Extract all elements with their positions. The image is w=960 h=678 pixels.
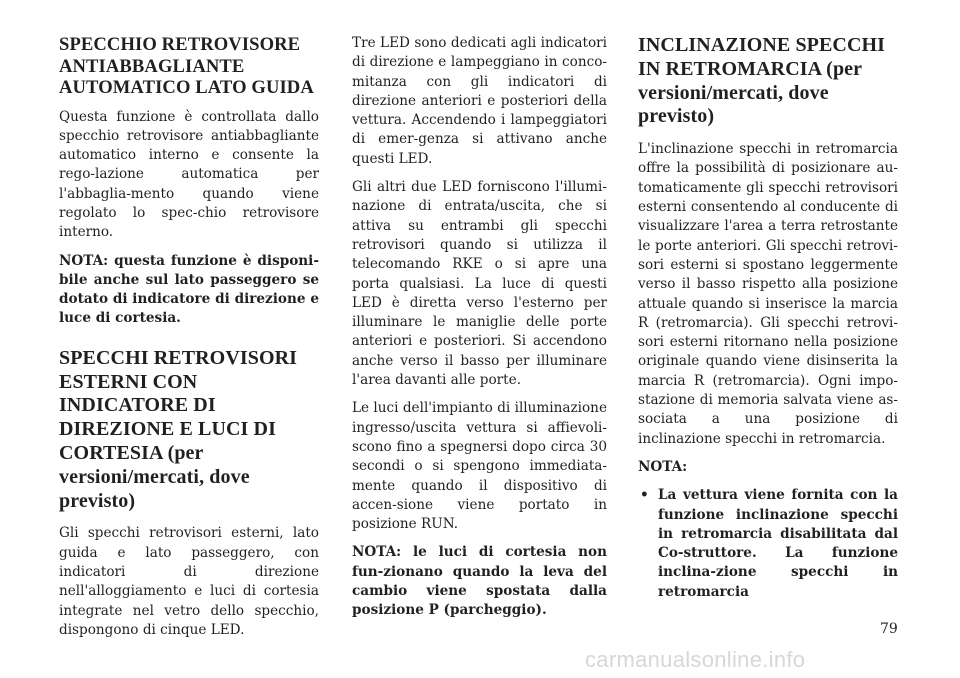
bullet-text: La vettura viene fornita con la funzione inclinazione specchi in retromarcia disabilitata dal Co-struttore. La funzione inclina-zione specchi in retromarcia <box>658 487 898 600</box>
column-left <box>59 34 319 640</box>
paragraph-reverse-tilt-description: L'inclinazione specchi in retromarcia offre la possibilità di posizionare au-tomaticamente gli specchi retrovisori esterni consentendo al conducente di visualizzare l'area a terra retrostante le porte anteriori. Gli specchi retrovi-sori esterni si spostano leggermente verso il basso rispetto alla posizione attuale quando si inserisce la marcia R (retromarcia). Gli specchi retrovi-sori esterni ritornano nella posizione originale quando viene disinserita la marcia R (retromarcia). Ogni impo-stazione di memoria salvata viene as-sociata a una posizione di inclinazione specchi in retromarcia. <box>638 141 898 447</box>
column-middle <box>352 34 607 630</box>
watermark: carmanualsonline.info <box>585 647 806 672</box>
note-label: NOTA: <box>638 458 688 475</box>
page-number: 79 <box>880 621 898 637</box>
list-item <box>638 486 898 602</box>
paragraph-courtesy-leds: Gli altri due LED forniscono l'illumi-nazione di entrata/uscita, che si attiva su entrambi gli specchi retrovisori quando si utilizza il telecomando RKE o si apre una porta qualsiasi. La luce di questi LED è diretta verso l'esterno per illuminare le maniglie delle porte anteriori e posteriori. Si accendono anche verso il basso per illuminare l'area davanti alle porte. <box>352 179 607 389</box>
bullet-icon: • <box>640 487 649 504</box>
paragraph-turn-signal-leds: Tre LED sono dedicati agli indicatori di direzione e lampeggiano in conco-mitanza con gli indicatori di direzione anteriori e posteriori della vettura. Accendendo i lampeggiatori di emer-genza si attivano anche questi LED. <box>352 35 607 167</box>
paragraph-five-leds: Gli specchi retrovisori esterni, lato guida e lato passeggero, con indicatori di direzione nell'alloggiamento e luci di cortesia integrate nel vetro dello specchio, dispongono di cinque LED. <box>59 525 319 638</box>
note-bullet-list <box>638 486 898 602</box>
section-heading-turn-signal-mirrors: SPECCHI RETROVISORI ESTERNI CON INDICATORE DI DIREZIONE E LUCI DI CORTESIA (per versioni/mercati, dove previsto) <box>59 346 298 512</box>
note-courtesy-lights: NOTA: le luci di cortesia non fun-zionano quando la leva del cambio viene spostata dalla posizione P (parcheggio). <box>352 544 607 619</box>
section-heading-auto-dimming-mirror: SPECCHIO RETROVISORE ANTIABBAGLIANTE AUTOMATICO LATO GUIDA <box>59 34 314 98</box>
note-passenger-side: NOTA: questa funzione è disponi-bile anche sul lato passeggero se dotato di indicatore di direzione e luce di cortesia. <box>59 252 319 327</box>
column-right <box>638 34 898 602</box>
paragraph-auto-dimming-description: Questa funzione è controllata dallo specchio retrovisore antiabbagliante automatico interno e consente la rego-lazione automatica per l'abbaglia-mento quando viene regolato lo spec-chio retrovisore interno. <box>59 108 319 241</box>
section-heading-reverse-tilt-mirrors: INCLINAZIONE SPECCHI IN RETROMARCIA (per versioni/mercati, dove previsto) <box>638 34 886 128</box>
paragraph-lights-fade: Le luci dell'impianto di illuminazione ingresso/uscita vettura si affievoli-scono fino a spegnersi dopo circa 30 secondi o si spengono immediata-mente quando il dispositivo di accen-sione viene portato in posizione RUN. <box>352 400 607 533</box>
